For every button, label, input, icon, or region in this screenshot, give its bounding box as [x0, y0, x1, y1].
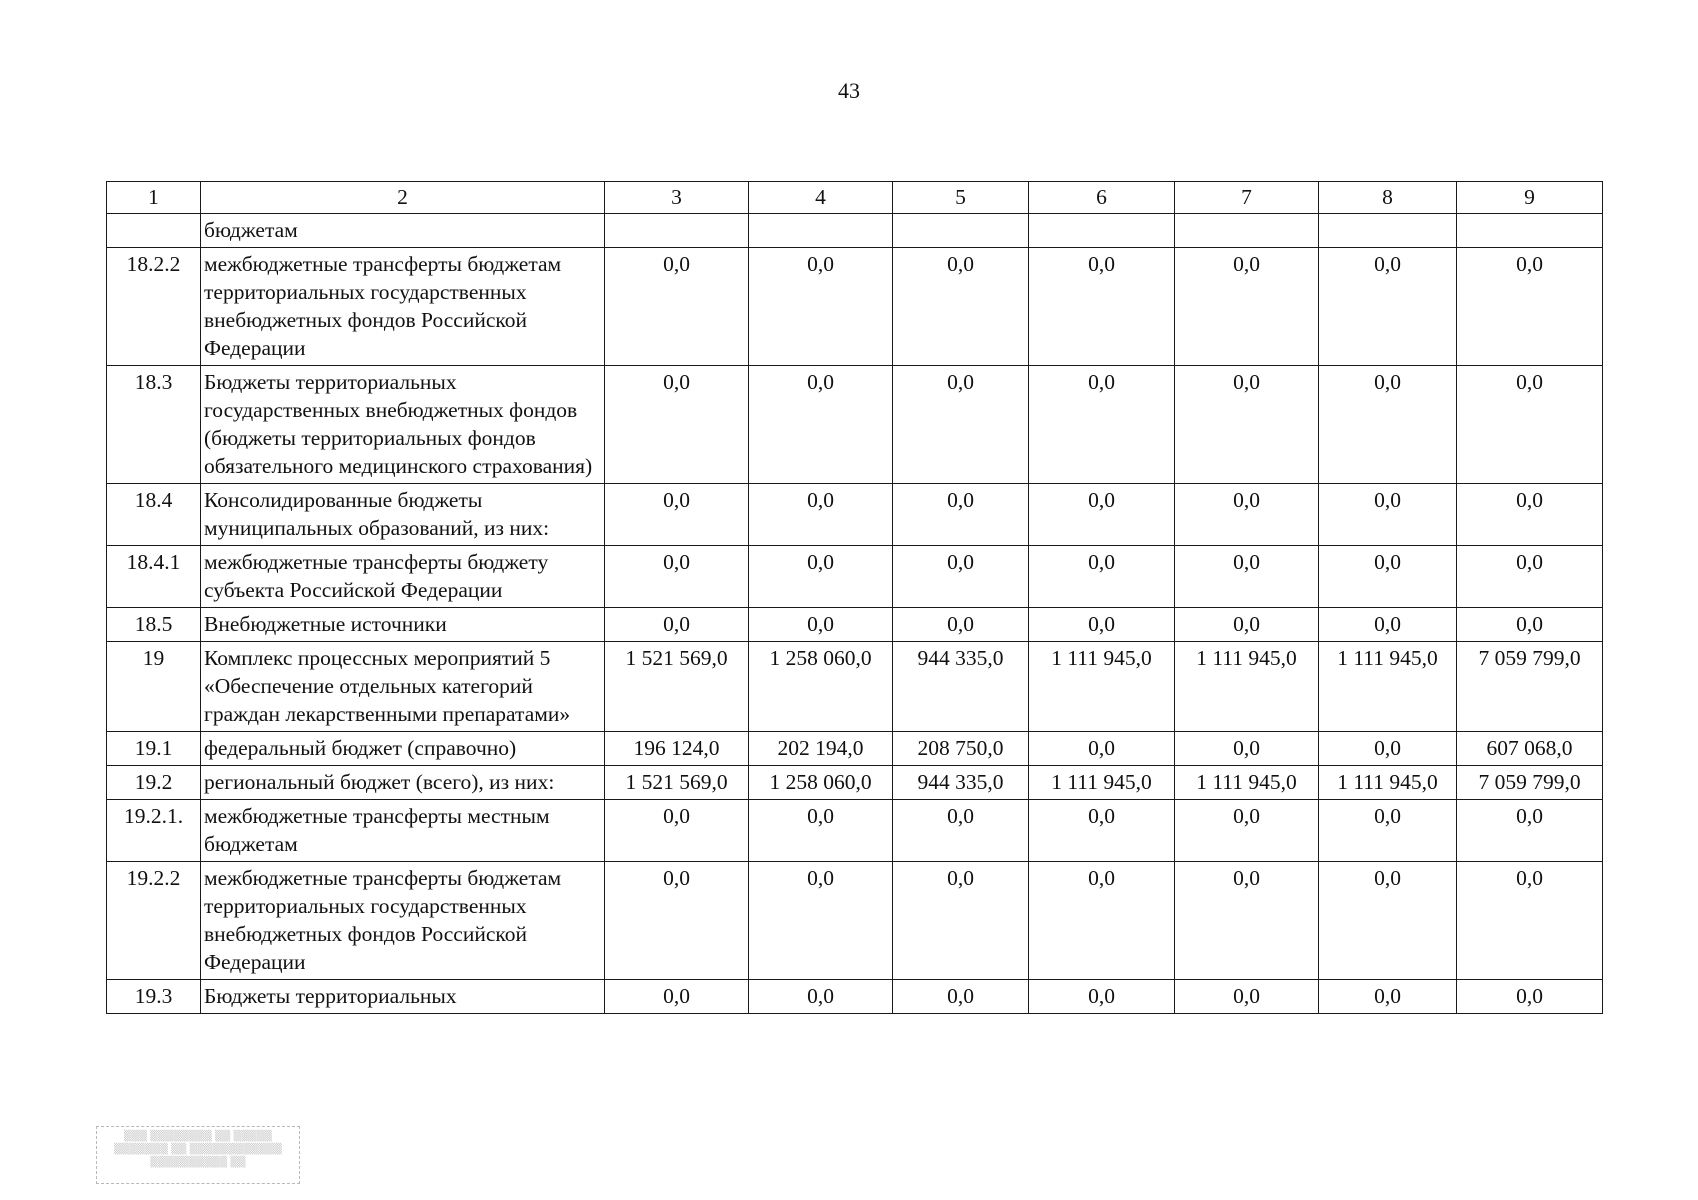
value-cell: 0,0 — [1029, 366, 1175, 484]
value-cell: 0,0 — [1029, 980, 1175, 1014]
row-number: 19 — [107, 642, 201, 732]
table-row — [107, 608, 1603, 642]
value-cell: 0,0 — [605, 800, 749, 862]
table-row — [107, 766, 1603, 800]
value-cell: 1 258 060,0 — [749, 766, 893, 800]
value-cell: 0,0 — [893, 366, 1029, 484]
value-cell — [1175, 214, 1319, 248]
column-header: 1 — [107, 182, 201, 214]
value-cell: 7 059 799,0 — [1457, 642, 1603, 732]
value-cell: 0,0 — [1319, 484, 1457, 546]
row-description: Бюджеты территориальных государственных внебюджетных фондов (бюджеты территориальных фондов обязательного медицинского страхования) — [201, 366, 605, 484]
table-row — [107, 980, 1603, 1014]
row-number: 18.4.1 — [107, 546, 201, 608]
value-cell: 0,0 — [1029, 732, 1175, 766]
value-cell: 1 111 945,0 — [1319, 766, 1457, 800]
value-cell: 0,0 — [1029, 608, 1175, 642]
column-header: 4 — [749, 182, 893, 214]
value-cell: 0,0 — [1319, 980, 1457, 1014]
value-cell: 0,0 — [749, 248, 893, 366]
row-number: 18.5 — [107, 608, 201, 642]
value-cell: 0,0 — [749, 366, 893, 484]
value-cell: 0,0 — [1175, 980, 1319, 1014]
value-cell: 0,0 — [749, 862, 893, 980]
value-cell: 0,0 — [1175, 732, 1319, 766]
value-cell: 0,0 — [1029, 484, 1175, 546]
value-cell: 208 750,0 — [893, 732, 1029, 766]
value-cell: 0,0 — [1457, 248, 1603, 366]
row-number: 19.2 — [107, 766, 201, 800]
row-description: межбюджетные трансферты бюджетам территориальных государственных внебюджетных фондов Российской Федерации — [201, 862, 605, 980]
row-description: региональный бюджет (всего), из них: — [201, 766, 605, 800]
value-cell: 0,0 — [893, 248, 1029, 366]
value-cell: 1 521 569,0 — [605, 766, 749, 800]
value-cell: 0,0 — [1029, 862, 1175, 980]
table-row — [107, 862, 1603, 980]
value-cell: 0,0 — [1029, 800, 1175, 862]
row-number: 19.2.1. — [107, 800, 201, 862]
value-cell: 0,0 — [1319, 248, 1457, 366]
value-cell: 0,0 — [1175, 800, 1319, 862]
row-description: Консолидированные бюджеты муниципальных образований, из них: — [201, 484, 605, 546]
value-cell: 0,0 — [893, 484, 1029, 546]
value-cell: 0,0 — [605, 484, 749, 546]
row-number: 19.2.2 — [107, 862, 201, 980]
value-cell: 1 521 569,0 — [605, 642, 749, 732]
table-row — [107, 214, 1603, 248]
value-cell — [893, 214, 1029, 248]
row-description: Бюджеты территориальных — [201, 980, 605, 1014]
table-row — [107, 800, 1603, 862]
value-cell: 0,0 — [1175, 546, 1319, 608]
value-cell: 0,0 — [1319, 800, 1457, 862]
column-header: 6 — [1029, 182, 1175, 214]
value-cell: 0,0 — [605, 980, 749, 1014]
value-cell: 0,0 — [1175, 608, 1319, 642]
value-cell: 196 124,0 — [605, 732, 749, 766]
value-cell: 0,0 — [1029, 546, 1175, 608]
value-cell: 0,0 — [1319, 546, 1457, 608]
row-description: межбюджетные трансферты бюджету субъекта Российской Федерации — [201, 546, 605, 608]
value-cell: 0,0 — [605, 862, 749, 980]
value-cell: 0,0 — [893, 800, 1029, 862]
column-header: 8 — [1319, 182, 1457, 214]
row-number — [107, 214, 201, 248]
value-cell — [605, 214, 749, 248]
value-cell: 0,0 — [893, 546, 1029, 608]
column-header: 9 — [1457, 182, 1603, 214]
value-cell: 0,0 — [1029, 248, 1175, 366]
value-cell: 0,0 — [893, 980, 1029, 1014]
value-cell: 0,0 — [605, 248, 749, 366]
value-cell — [1029, 214, 1175, 248]
value-cell — [749, 214, 893, 248]
document-stamp: ▒▒▒ ▒▒▒▒▒▒▒▒ ▒▒ ▒▒▒▒▒ ▒▒▒▒▒▒▒ ▒▒ ▒▒▒▒▒▒▒▒▒▒▒▒ ▒▒▒▒▒▒▒▒▒▒ ▒▒ — [96, 1126, 300, 1184]
value-cell: 0,0 — [1457, 484, 1603, 546]
row-description: межбюджетные трансферты бюджетам территориальных государственных внебюджетных фондов Российской Федерации — [201, 248, 605, 366]
row-number: 19.1 — [107, 732, 201, 766]
table-row — [107, 484, 1603, 546]
value-cell: 0,0 — [1457, 608, 1603, 642]
row-description: бюджетам — [201, 214, 605, 248]
value-cell: 0,0 — [749, 484, 893, 546]
value-cell: 0,0 — [1175, 862, 1319, 980]
row-description: Внебюджетные источники — [201, 608, 605, 642]
value-cell: 0,0 — [749, 980, 893, 1014]
table-body — [107, 182, 1603, 1014]
value-cell: 1 258 060,0 — [749, 642, 893, 732]
value-cell: 0,0 — [1457, 800, 1603, 862]
value-cell: 1 111 945,0 — [1175, 642, 1319, 732]
table-row — [107, 366, 1603, 484]
value-cell: 1 111 945,0 — [1319, 642, 1457, 732]
value-cell: 1 111 945,0 — [1175, 766, 1319, 800]
value-cell: 0,0 — [1319, 732, 1457, 766]
value-cell: 0,0 — [605, 546, 749, 608]
value-cell: 944 335,0 — [893, 642, 1029, 732]
column-header: 7 — [1175, 182, 1319, 214]
table-row — [107, 248, 1603, 366]
value-cell: 0,0 — [1319, 862, 1457, 980]
value-cell: 0,0 — [1175, 484, 1319, 546]
row-number: 18.3 — [107, 366, 201, 484]
value-cell: 944 335,0 — [893, 766, 1029, 800]
value-cell: 0,0 — [1457, 862, 1603, 980]
table-row — [107, 732, 1603, 766]
value-cell: 0,0 — [1457, 980, 1603, 1014]
table-row — [107, 642, 1603, 732]
row-number: 18.4 — [107, 484, 201, 546]
column-header: 2 — [201, 182, 605, 214]
row-number: 18.2.2 — [107, 248, 201, 366]
value-cell: 0,0 — [1175, 366, 1319, 484]
value-cell: 0,0 — [749, 800, 893, 862]
value-cell: 0,0 — [1175, 248, 1319, 366]
value-cell: 202 194,0 — [749, 732, 893, 766]
column-header: 3 — [605, 182, 749, 214]
budget-table — [106, 181, 1603, 1014]
value-cell: 0,0 — [1457, 546, 1603, 608]
table-row — [107, 546, 1603, 608]
value-cell: 0,0 — [605, 366, 749, 484]
value-cell: 0,0 — [749, 546, 893, 608]
table-header-row — [107, 182, 1603, 214]
value-cell: 0,0 — [893, 862, 1029, 980]
value-cell — [1457, 214, 1603, 248]
value-cell: 0,0 — [893, 608, 1029, 642]
column-header: 5 — [893, 182, 1029, 214]
row-number: 19.3 — [107, 980, 201, 1014]
row-description: федеральный бюджет (справочно) — [201, 732, 605, 766]
value-cell: 0,0 — [1457, 366, 1603, 484]
page-number: 43 — [838, 78, 860, 103]
value-cell: 607 068,0 — [1457, 732, 1603, 766]
value-cell: 1 111 945,0 — [1029, 766, 1175, 800]
value-cell: 0,0 — [1319, 608, 1457, 642]
value-cell: 0,0 — [605, 608, 749, 642]
row-description: Комплекс процессных мероприятий 5 «Обеспечение отдельных категорий граждан лекарственными препаратами» — [201, 642, 605, 732]
value-cell — [1319, 214, 1457, 248]
row-description: межбюджетные трансферты местным бюджетам — [201, 800, 605, 862]
value-cell: 1 111 945,0 — [1029, 642, 1175, 732]
value-cell: 0,0 — [749, 608, 893, 642]
value-cell: 7 059 799,0 — [1457, 766, 1603, 800]
value-cell: 0,0 — [1319, 366, 1457, 484]
